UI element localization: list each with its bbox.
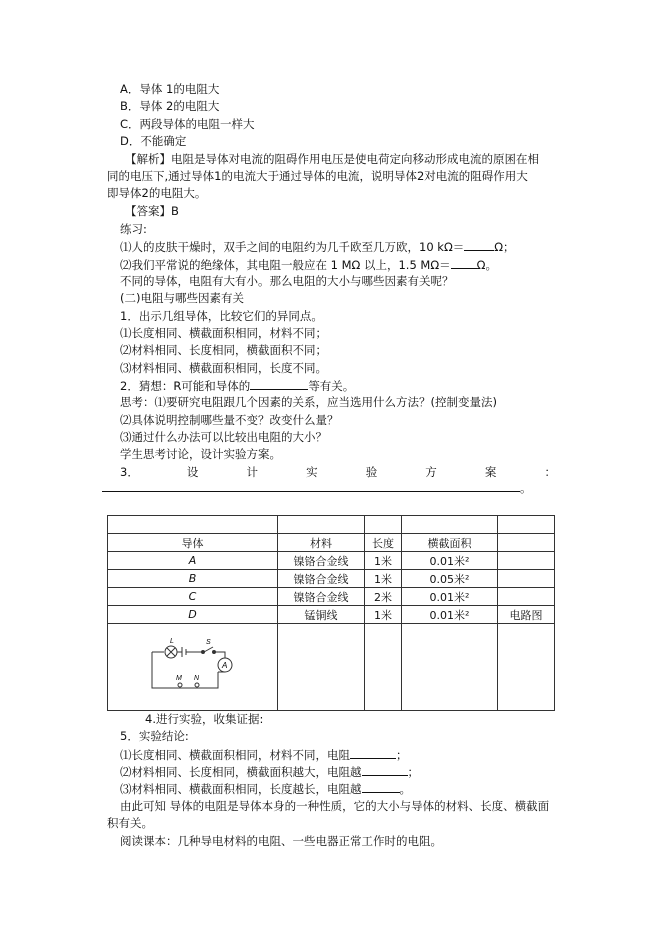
header-conductor: 导体 bbox=[108, 534, 278, 552]
switch-label: S bbox=[206, 639, 211, 646]
step-5: 5．实验结论: bbox=[120, 729, 189, 743]
blank-guess[interactable] bbox=[250, 378, 308, 390]
ammeter-label: A bbox=[222, 661, 228, 670]
step-1: 1．出示几组导体，比较它们的异同点。 bbox=[120, 309, 323, 323]
section2-title: (二)电阻与哪些因素有关 bbox=[120, 291, 244, 305]
blank-result-2[interactable] bbox=[362, 764, 408, 776]
think-3: ⑶通过什么办法可以比较出电阻的大小？ bbox=[120, 430, 327, 444]
header-material: 材料 bbox=[278, 534, 365, 552]
summary-line-1: 由此可知 导体的电阻是导体本身的一种性质，它的大小与导体的材料、长度、横截面 bbox=[120, 799, 550, 813]
discuss-line: 学生思考讨论，设计实验方案。 bbox=[120, 447, 281, 461]
circuit-label: 电路图 bbox=[498, 606, 555, 624]
reading-line: 阅读课本：几种导电材料的电阻、一些电器正常工作时的电阻。 bbox=[120, 834, 442, 848]
analysis-tag: 【解析】 bbox=[125, 152, 171, 166]
summary-line-2: 积有关。 bbox=[107, 816, 153, 830]
option-a: A．导体 1的电阻大 bbox=[120, 82, 220, 96]
blank-q2[interactable] bbox=[451, 257, 477, 269]
table-row: C 镍铬合金线 2米 0.01米² bbox=[108, 588, 555, 606]
header-length: 长度 bbox=[365, 534, 402, 552]
analysis-line-1: 【解析】电阻是导体对电流的阻碍作用电压是使电荷定向移动形成电流的原囷在相 bbox=[125, 152, 539, 166]
answer-tag: 【答案】 bbox=[125, 204, 171, 218]
option-c: C．两段导体的电阻一样大 bbox=[120, 117, 255, 131]
circuit-diagram bbox=[140, 636, 240, 692]
result-2: ⑵材料相同、长度相同，横截面积越大，电阻越 ； bbox=[120, 765, 419, 779]
compare-2: ⑵材料相同、长度相同，横截面积不同； bbox=[120, 343, 327, 357]
terminal-m-label: M bbox=[176, 675, 182, 682]
option-d: D．不能确定 bbox=[120, 134, 187, 148]
table-header-row bbox=[108, 534, 555, 552]
guess-line: 2．猜想：R可能和导体的 等有关。 bbox=[120, 379, 355, 393]
terminal-n-label: N bbox=[194, 675, 200, 682]
step-4: 4.进行实验，收集证据: bbox=[145, 712, 264, 726]
answer-value: B bbox=[171, 204, 179, 218]
blank-result-3[interactable] bbox=[362, 781, 400, 793]
blank-q1[interactable] bbox=[464, 239, 494, 251]
compare-3: ⑶材料相同、横截面积相同，长度不同。 bbox=[120, 361, 327, 375]
think-1: 思考：⑴要研究电阻跟几个因素的关系，应当选用什么方法？(控制变量法) bbox=[120, 395, 497, 409]
blank-design[interactable] bbox=[102, 480, 520, 492]
result-1: ⑴长度相同、横截面积相同，材料不同，电阻 ； bbox=[120, 748, 408, 762]
table-row: D 锰铜线 1米 0.01米² 电路图 bbox=[108, 606, 555, 624]
analysis-line-2: 同的电压下,通过导体1的电流大于通过导体的电流，说明导体2对电流的阻碍作用大 bbox=[107, 169, 528, 183]
analysis-line-3: 即导体2的电阻大。 bbox=[107, 186, 207, 200]
answer-line bbox=[125, 204, 179, 219]
exercise-q1: ⑴人的皮肤干燥时，双手之间的电阻约为几千欧至几万欧，10 kΩ＝ Ω； bbox=[120, 240, 515, 254]
table-row: A 镍铬合金线 1米 0.01米² bbox=[108, 552, 555, 570]
result-3: ⑶材料相同、横截面积相同，长度越长，电阻越 。 bbox=[120, 782, 411, 796]
compare-1: ⑴长度相同、横截面积相同，材料不同； bbox=[120, 326, 327, 340]
header-area: 横截面积 bbox=[402, 534, 498, 552]
think-2: ⑵具体说明控制哪些量不变？改变什么量？ bbox=[120, 413, 339, 427]
table-row: B 镍铬合金线 1米 0.05米² bbox=[108, 570, 555, 588]
table-row bbox=[108, 516, 555, 534]
design-heading: 3． 设 计 实 验 方 案 ： bbox=[120, 465, 556, 479]
option-b: B．导体 2的电阻大 bbox=[120, 99, 220, 113]
blank-result-1[interactable] bbox=[350, 747, 396, 759]
exercise-title: 练习: bbox=[120, 222, 147, 236]
design-line: 。 bbox=[102, 480, 532, 496]
lamp-label: L bbox=[170, 638, 174, 645]
exercise-q2: ⑵我们平常说的绝缘体，其电阻一般应在 1 MΩ 以上，1.5 MΩ＝ Ω。 bbox=[120, 258, 497, 272]
exercise-intro: 不同的导体，电阻有大有小。那么电阻的大小与哪些因素有关呢？ bbox=[120, 274, 454, 288]
